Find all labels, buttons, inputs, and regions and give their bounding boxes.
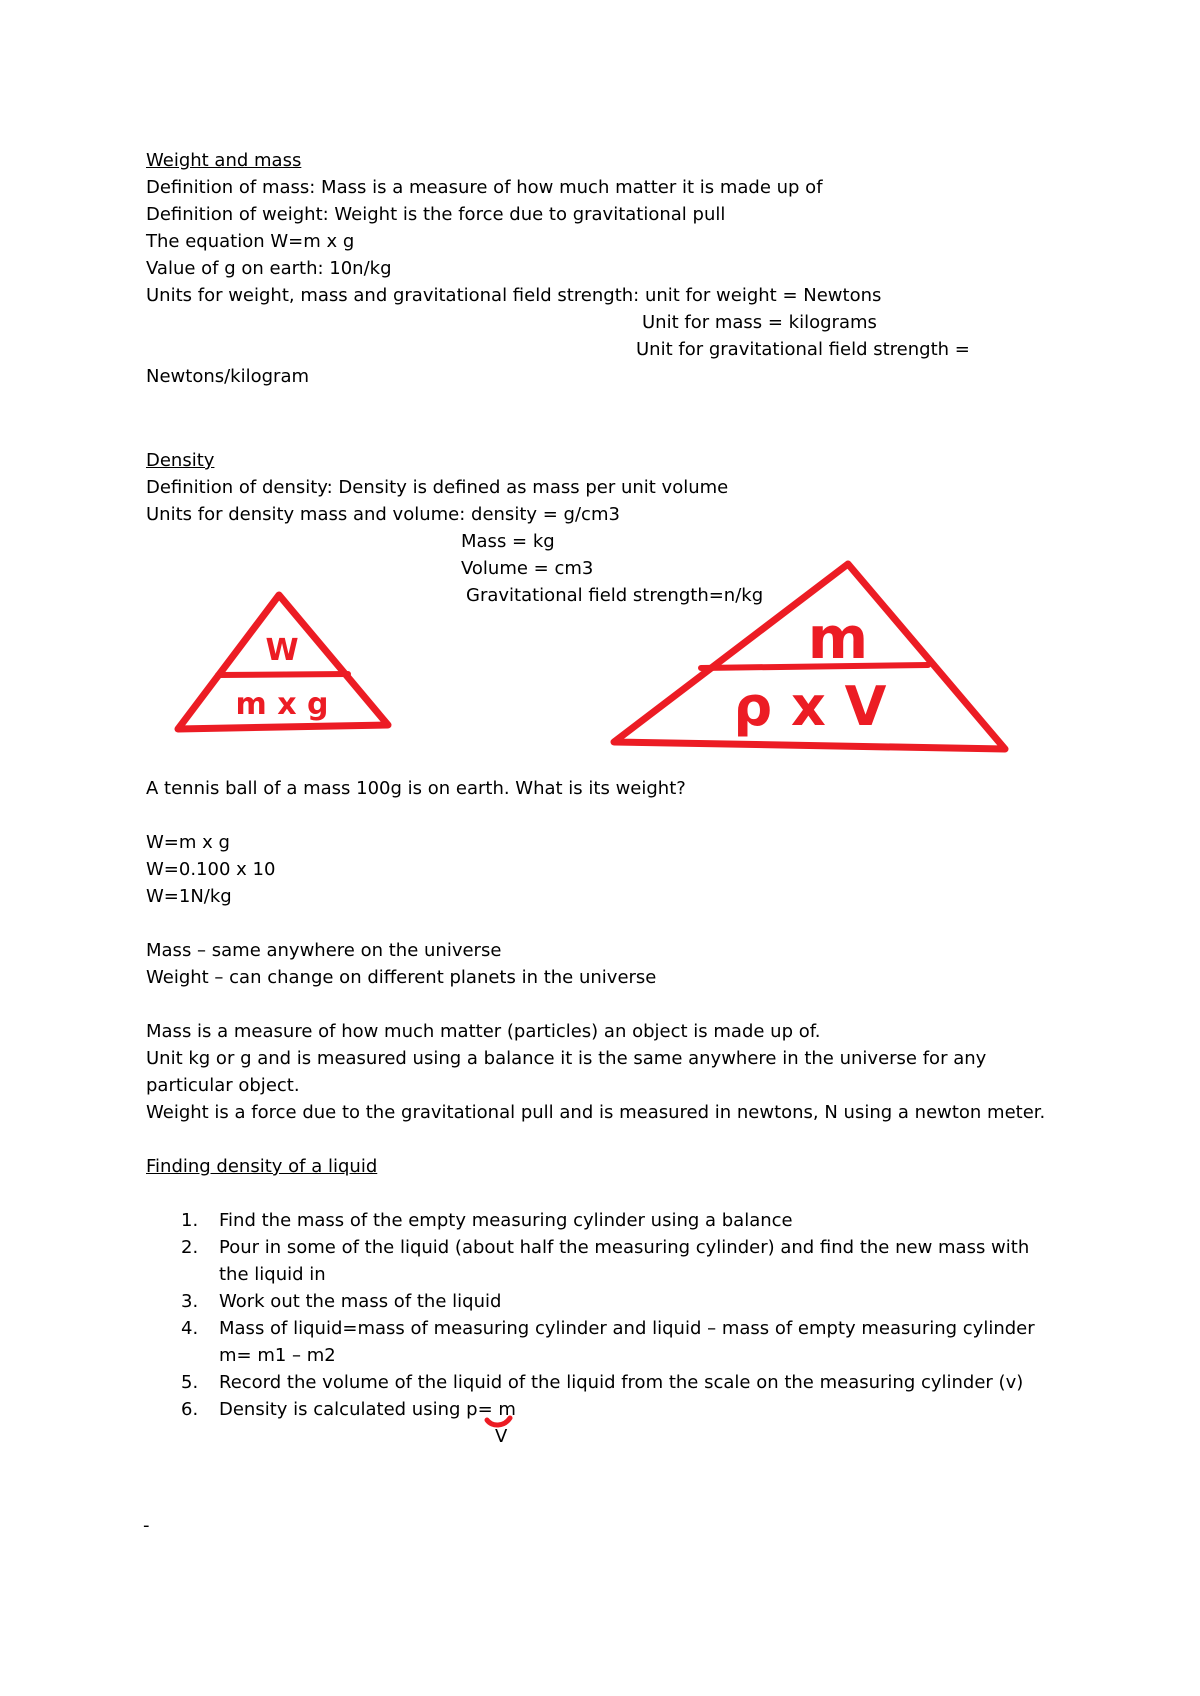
step-number: 1. bbox=[181, 1210, 199, 1231]
triangle-m-bottom: ρ x V bbox=[733, 675, 887, 738]
tennis-step-3: W=1N/kg bbox=[146, 886, 232, 907]
mass-comparison: Mass – same anywhere on the universe bbox=[146, 940, 502, 961]
density-units: Units for density mass and volume: density = g/cm3 bbox=[146, 504, 620, 525]
tennis-step-2: W=0.100 x 10 bbox=[146, 859, 276, 880]
step-number: 3. bbox=[181, 1291, 199, 1312]
weight-mass-heading: Weight and mass bbox=[146, 150, 302, 171]
list-item: Record the volume of the liquid of the liquid from the scale on the measuring cylinder (v) bbox=[219, 1372, 1024, 1393]
density-heading: Density bbox=[146, 450, 215, 471]
step-number: 6. bbox=[181, 1399, 199, 1420]
gfs-unit: Gravitational field strength=n/kg bbox=[466, 585, 764, 606]
triangle-w-bottom: m x g bbox=[235, 687, 329, 722]
weight-definition: Definition of weight: Weight is the force due to gravitational pull bbox=[146, 204, 726, 225]
liquid-heading: Finding density of a liquid bbox=[146, 1156, 378, 1177]
summary-line-2: Unit kg or g and is measured using a balance it is the same anywhere in the universe for any bbox=[146, 1048, 987, 1069]
step-4-formula: m= m1 – m2 bbox=[219, 1345, 336, 1366]
list-item: Pour in some of the liquid (about half the measuring cylinder) and find the new mass with the liquid in bbox=[219, 1237, 1030, 1285]
unit-mass: Unit for mass = kilograms bbox=[642, 312, 877, 333]
list-item: Find the mass of the empty measuring cylinder using a balance bbox=[219, 1210, 793, 1231]
unit-gfs-continued: Newtons/kilogram bbox=[146, 366, 310, 387]
units-line: Units for weight, mass and gravitational field strength: unit for weight = Newtons bbox=[146, 285, 882, 306]
list-item: Work out the mass of the liquid bbox=[219, 1291, 502, 1312]
summary-line-1: Mass is a measure of how much matter (particles) an object is made up of. bbox=[146, 1021, 821, 1042]
trailing-dash: - bbox=[143, 1515, 150, 1536]
tennis-question: A tennis ball of a mass 100g is on earth. What is its weight? bbox=[146, 778, 686, 799]
volume-unit: Volume = cm3 bbox=[461, 558, 594, 579]
weight-formula-triangle bbox=[170, 590, 395, 745]
tennis-step-1: W=m x g bbox=[146, 832, 230, 853]
unit-gfs: Unit for gravitational field strength = bbox=[636, 339, 970, 360]
fraction-denominator: V bbox=[495, 1426, 508, 1447]
density-definition: Definition of density: Density is defined as mass per unit volume bbox=[146, 477, 729, 498]
list-item: Density is calculated using p= m bbox=[219, 1399, 516, 1420]
density-formula-triangle bbox=[610, 558, 1010, 758]
triangle-w-divider bbox=[218, 674, 348, 675]
summary-line-4: Weight is a force due to the gravitational pull and is measured in newtons, N using a newton meter. bbox=[146, 1102, 1046, 1123]
triangle-w-top: W bbox=[265, 633, 299, 668]
step-number: 5. bbox=[181, 1372, 199, 1393]
summary-line-3: particular object. bbox=[146, 1075, 300, 1096]
weight-equation: The equation W=m x g bbox=[146, 231, 355, 252]
step-number: 2. bbox=[181, 1237, 199, 1258]
g-value: Value of g on earth: 10n/kg bbox=[146, 258, 392, 279]
mass-definition: Definition of mass: Mass is a measure of how much matter it is made up of bbox=[146, 177, 823, 198]
weight-comparison: Weight – can change on different planets in the universe bbox=[146, 967, 657, 988]
step-number: 4. bbox=[181, 1318, 199, 1339]
triangle-m-top: m bbox=[807, 604, 869, 672]
list-item: Mass of liquid=mass of measuring cylinder and liquid – mass of empty measuring cylinder bbox=[219, 1318, 1035, 1339]
mass-unit: Mass = kg bbox=[461, 531, 555, 552]
